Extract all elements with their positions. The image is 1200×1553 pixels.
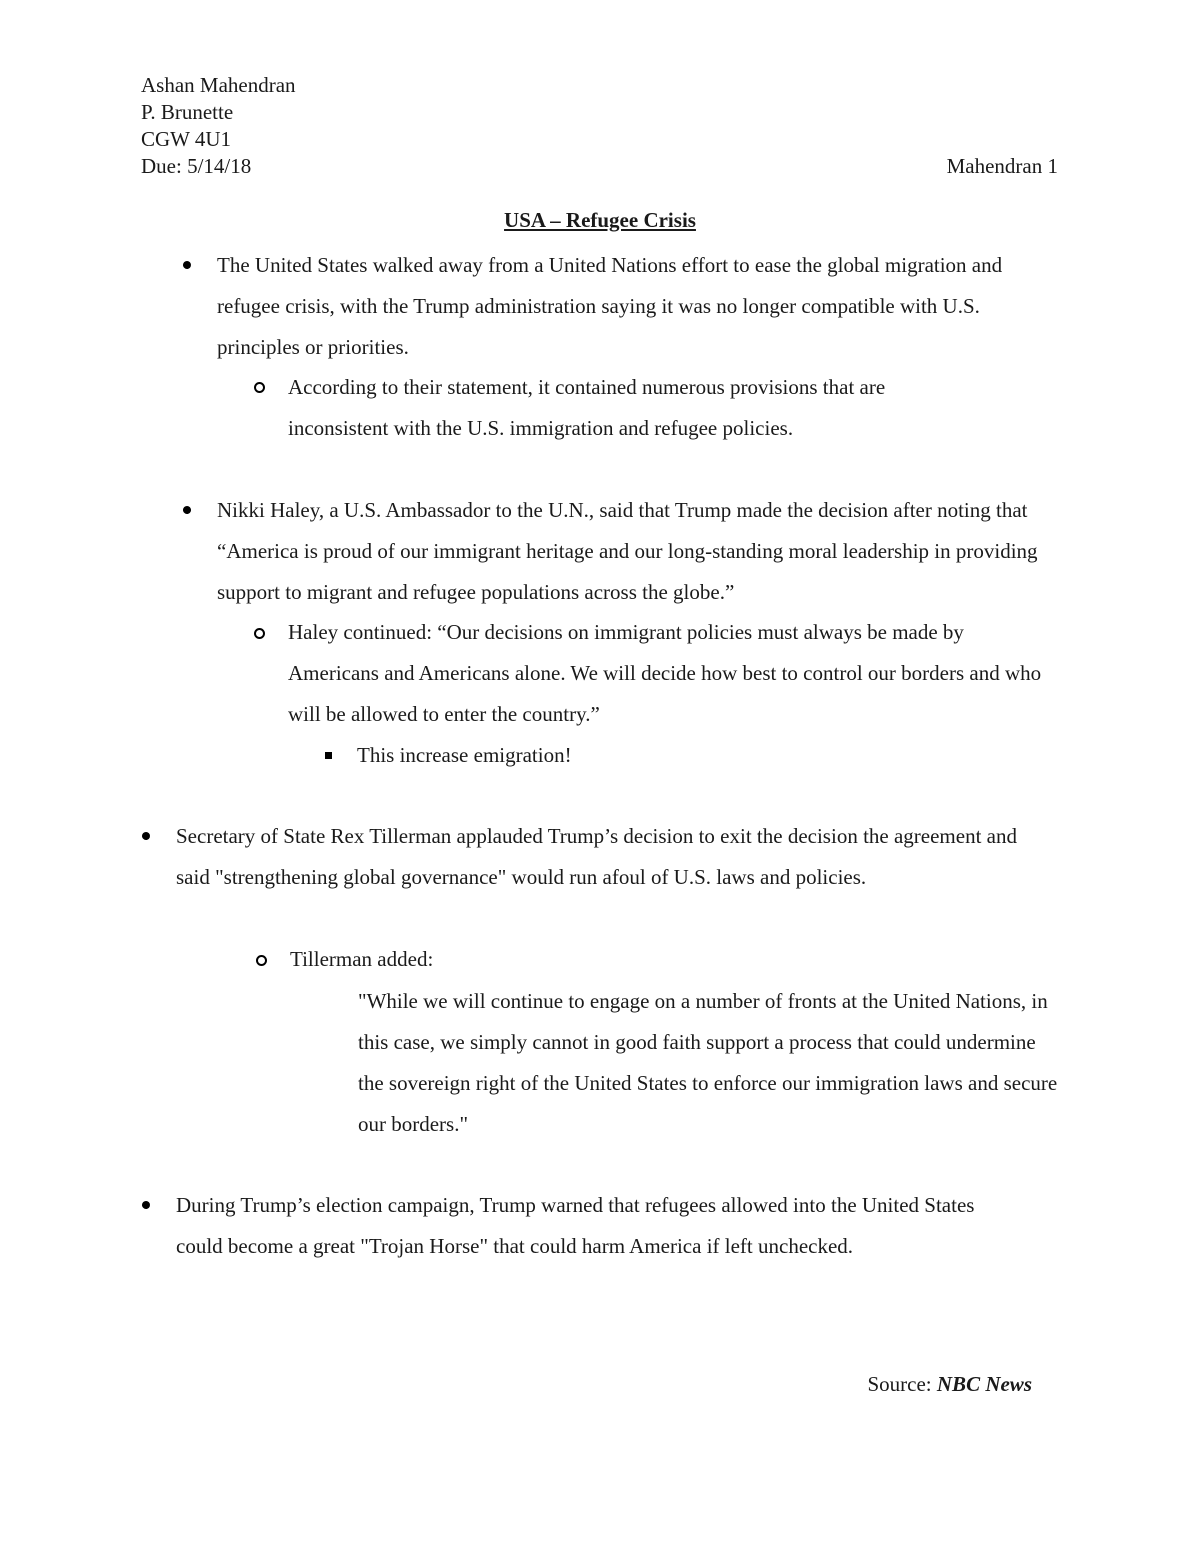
bullet-circle-icon <box>254 628 265 639</box>
tillerman-quote <box>358 981 1058 1145</box>
bullet-4-text: During Trump’s election campaign, Trump warned that refugees allowed into the United States could become a great "Trojan Horse" that could harm America if left unchecked. <box>176 1193 975 1258</box>
bullet-3-sub-text: Tillerman added: <box>290 947 434 971</box>
bullet-dot-icon <box>141 1200 151 1210</box>
source-label: Source: <box>867 1372 937 1396</box>
student-header <box>141 72 296 180</box>
bullet-2-subsub <box>357 735 857 776</box>
bullet-2-subsub-text: This increase emigration! <box>357 743 572 767</box>
bullet-circle-icon <box>256 955 267 966</box>
source-name: NBC News <box>936 1372 1032 1396</box>
student-name: Ashan Mahendran <box>141 73 296 97</box>
bullet-1-text: The United States walked away from a United Nations effort to ease the global migration and refugee crisis, with the Trump administration saying it was no longer compatible with U.S. principles or priorities. <box>217 253 1003 359</box>
bullet-2-sub <box>288 612 1058 735</box>
document-title: USA – Refugee Crisis <box>504 208 696 232</box>
page-number: Mahendran 1 <box>946 154 1058 178</box>
bullet-1-sub <box>288 367 978 449</box>
bullet-4 <box>176 1185 1026 1267</box>
bullet-3-text: Secretary of State Rex Tillerman applauded Trump’s decision to exit the decision the agreement and said "strengthening global governance" would run afoul of U.S. laws and policies. <box>176 824 1017 889</box>
bullet-2-text: Nikki Haley, a U.S. Ambassador to the U.N., said that Trump made the decision after noting that “America is proud of our immigrant heritage and our long-standing moral leadership in providing support to migrant and refugee populations across the globe.” <box>217 498 1038 604</box>
teacher-name: P. Brunette <box>141 100 234 124</box>
source-citation <box>867 1370 1032 1398</box>
bullet-dot-icon <box>182 505 192 515</box>
bullet-square-icon <box>325 752 332 759</box>
bullet-dot-icon <box>182 260 192 270</box>
due-date: Due: 5/14/18 <box>141 154 252 178</box>
bullet-1 <box>217 245 1067 368</box>
bullet-dot-icon <box>141 831 151 841</box>
bullet-1-sub-text: According to their statement, it contained numerous provisions that are inconsistent with the U.S. immigration and refugee policies. <box>288 375 886 440</box>
course-code: CGW 4U1 <box>141 127 232 151</box>
bullet-2-sub-text: Haley continued: “Our decisions on immigrant policies must always be made by Americans and Americans alone. We will decide how best to control our borders and who will be allowed to enter the country.” <box>288 620 1042 726</box>
bullet-3-sub <box>290 939 690 980</box>
tillerman-quote-text: "While we will continue to engage on a number of fronts at the United Nations, in this case, we simply cannot in good faith support a process that could undermine the sovereign right of the United States to enforce our immigration laws and secure our borders." <box>358 989 1058 1136</box>
bullet-circle-icon <box>254 382 265 393</box>
bullet-2 <box>217 490 1052 613</box>
bullet-3 <box>176 816 1026 898</box>
